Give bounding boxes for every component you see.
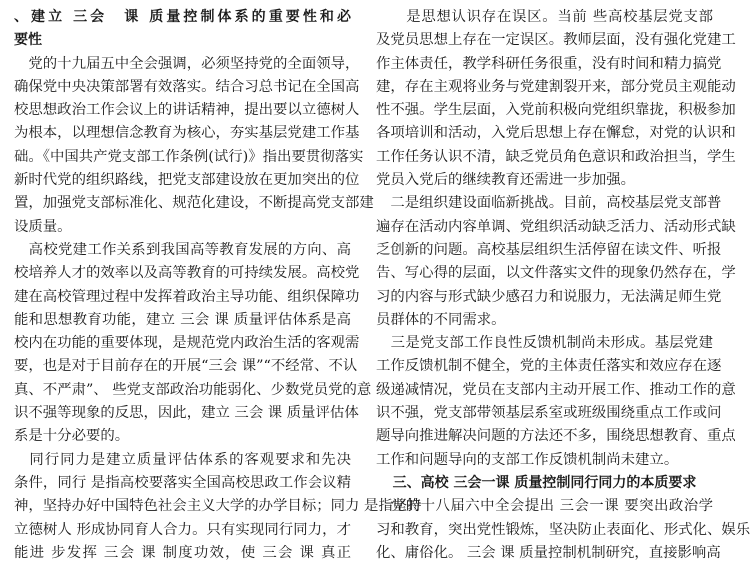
right-text-line: 级递减情况，党员在支部内主动开展工作、推动工作的意 [376,381,736,398]
left-text-line: 能进 步发挥 三会 课 制度功效，使 三会 课 真正 [14,544,351,561]
right-column [376,6,750,561]
left-text-line: 识不强等现象的反思，因此，建立 三会 课 质量评估体 [14,405,359,422]
right-text-line: 工作反馈机制不健全，党的主体责任落实和效应存在逐 [376,358,722,375]
left-text-line: 高校党建工作关系到我国高等教育发展的方向、高 [14,241,351,258]
left-text-line: 校内在功能的重要体现，是规范党内政治生活的客观需 [14,335,360,352]
right-section-heading-line: 三、高校 三会一课 质量控制同行同力的本质要求 [392,474,697,491]
left-section-heading-line: 、建立 三会 课 质量控制体系的重要性和必 [14,9,351,25]
right-text-line: 员群体的不同需求。 [376,311,506,328]
right-text-line: 党的十八届六中全会提出 三会一课 要突出政治学 [376,498,713,515]
right-text-line: 建，存在主观将业务与党建割裂开来，部分党员主观能动 [376,78,736,95]
right-text-line: 性不强。学生层面，入党前积极向党组织靠拢，积极参加 [376,102,736,119]
right-text-line: 及党员思想上存在一定误区。教师层面，没有强化党建工 [376,32,736,49]
right-text-line: 化、庸俗化。 三会 课 质量控制机制研究，直接影响高 [376,544,721,561]
right-text-line: 作主体责任，教学科研任务很重，没有时间和精力搞党 [376,55,722,72]
left-text-line: 建在高校管理过程中发挥着政治主导功能、组织保障功 [14,288,360,305]
right-text-line: 工作和问题导向的支部工作反馈机制尚未建立。 [376,451,679,468]
left-text-line: 础。《中国共产党支部工作条例(试行)》指出要贯彻落实 [14,148,364,165]
left-text-line: 同行同力是建立质量评估体系的客观要求和先决 [14,451,351,468]
right-text-line: 是思想认识存在误区。当前 些高校基层党支部 [376,9,713,25]
right-text-line: 习的内容与形式缺少感召力和说服力，无法满足师生党 [376,288,722,305]
right-text-line: 各项培训和活动，入党后思想上存在懈怠，对党的认识和 [376,125,736,142]
left-text-line: 校思想政治工作会议上的讲话精神，提出要以立德树人 [14,102,360,119]
right-text-line: 工作任务认识不清，缺乏党员角色意识和政治担当，学生 [376,148,736,165]
left-text-line: 真、不严肃”、 些党支部政治功能弱化、少数党员党的意 [14,381,372,398]
left-text-line: 为根本，以理想信念教育为核心，夯实基层党建工作基 [14,125,360,142]
left-text-line: 党的十九届五中全会强调，必须坚持党的全面领导， [14,55,360,72]
left-text-line: 确保党中央决策部署有效落实。结合习总书记在全国高 [14,78,360,95]
right-text-line: 二是组织建设面临新挑战。目前，高校基层党支部普 [376,195,722,212]
left-text-line: 系是十分必要的。 [14,428,130,445]
left-text-line: 置，加强党支部标准化、规范化建设，不断提高党支部建 [14,195,374,212]
left-text-line: 能和思想教育功能，建立 三会 课 质量评估体系是高 [14,311,351,328]
right-text-line: 三是党支部工作良性反馈机制尚未形成。基层党建 [376,335,713,352]
left-text-line: 要，也是对于目前存在的开展“三会 课”“不经常、不认 [14,358,358,375]
left-text-line: 神，坚持办好中国特色社会主义大学的办学目标；同力 是指坚持 [14,498,422,515]
left-text-line: 立德树人 形成协同育人合力。只有实现同行同力，才 [14,521,351,538]
right-text-line: 乏创新的问题。高校基层组织生活停留在读文件、听报 [376,241,722,258]
left-text-line: 条件，同行 是指高校要落实全国高校思政工作会议精 [14,474,351,491]
right-text-line: 题导向推进解决问题的方法还不多，围绕思想教育、重点 [376,428,736,445]
right-text-line: 识不强，党支部带领基层系室或班级围绕重点工作或问 [376,405,722,422]
left-column [14,6,422,561]
left-section-heading-line: 要性 [14,32,42,49]
left-text-line: 校培养人才的效率以及高等教育的可持续发展。高校党 [14,265,360,282]
right-text-line: 习和教育，突出党性锻炼，坚决防止表面化、形式化、娱乐 [376,521,750,538]
left-text-line: 新时代党的组织路线，把党支部建设放在更加突出的位 [14,172,360,189]
right-text-line: 告、写心得的层面，以文件落实文件的现象仍然存在，学 [376,265,736,282]
right-text-line: 遍存在活动内容单调、党组织活动缺乏活力、活动形式缺 [376,218,736,235]
right-text-line: 党员入党后的继续教育还需进一步加强。 [376,172,636,189]
left-text-line: 设质量。 [14,218,72,235]
